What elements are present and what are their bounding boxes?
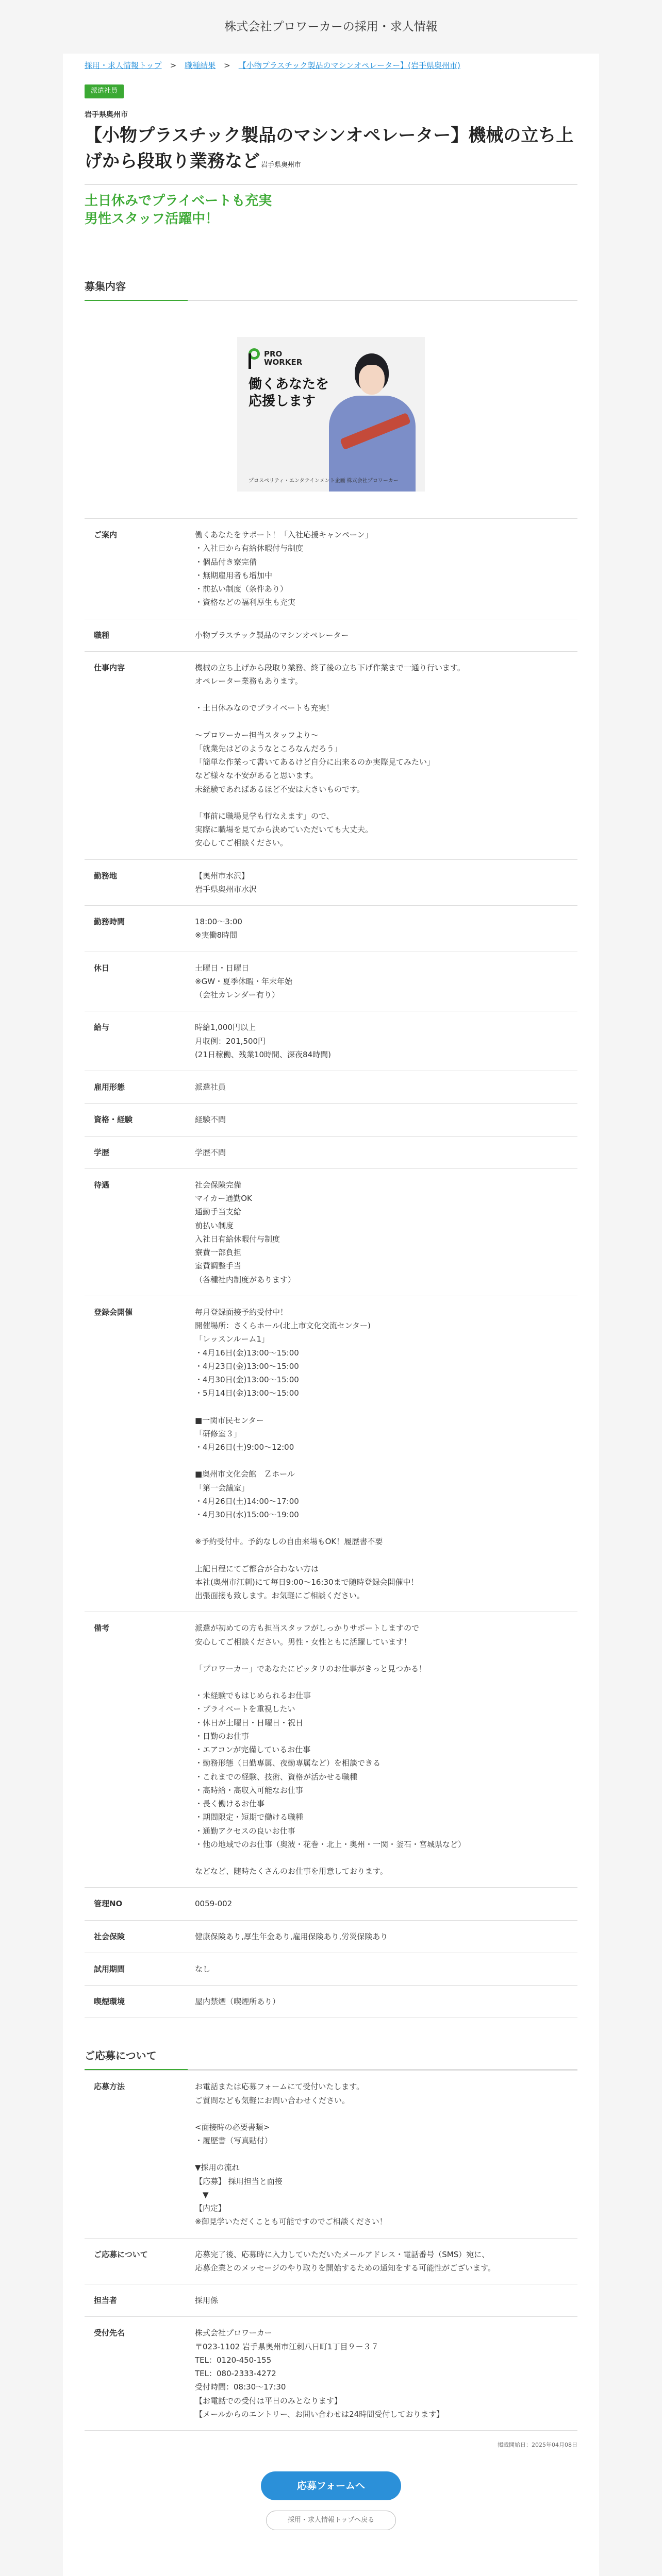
row-value	[195, 906, 577, 952]
site-header	[0, 0, 662, 54]
row-value-line: 「簡単な作業って書いてあるけど自分に出来るのか実際見てみたい」	[195, 757, 435, 767]
detail-row	[85, 1296, 577, 1612]
row-value-line: 18:00〜3:00	[195, 917, 242, 927]
row-value-line: 「研修室３」	[195, 1429, 242, 1438]
row-value-line: 働くあなたをサポート！「入社応援キャンペーン」	[195, 530, 373, 540]
row-value-line: 「事前に職場見学も行なえます」ので、	[195, 811, 334, 821]
job-page	[63, 54, 599, 2576]
row-value-line: 前払い制度	[195, 1221, 234, 1230]
row-value-line: ※御見学いただくことも可能ですのでご相談ください！	[195, 2217, 387, 2227]
application-row	[85, 2238, 577, 2284]
row-value-line: 【メールからのエントリー、お問い合わせは24時間受付しております】	[195, 2409, 444, 2419]
detail-row	[85, 1104, 577, 1136]
detail-row	[85, 1071, 577, 1104]
row-value-line: 【奥州市水沢】	[195, 871, 250, 880]
row-value-line: オペレーター業務もあります。	[195, 676, 303, 686]
catch-copy	[85, 192, 577, 228]
row-value-line: 出張面接も致します。お気軽にご相談ください。	[195, 1591, 365, 1601]
recruitment-detail-table	[85, 518, 577, 2018]
row-value-line: TEL：080-2333-4272	[195, 2369, 276, 2379]
row-value-line: ・期間限定・短期で働ける職種	[195, 1812, 304, 1822]
row-value-line: ・休日が土曜日・日曜日・祝日	[195, 1718, 304, 1727]
row-value-line: ■一関市民センター	[195, 1415, 264, 1425]
row-value-line	[195, 2147, 577, 2161]
divider	[85, 184, 577, 185]
detail-row	[85, 1953, 577, 1985]
row-value-line: 健康保険あり,厚生年金あり,雇用保険あり,労災保険あり	[195, 1931, 388, 1941]
row-label: 応募方法	[94, 2082, 125, 2092]
catch-line: 土日休みでプライベートも充実	[85, 193, 272, 209]
row-value-line: <面接時の必要書類>	[195, 2122, 270, 2132]
detail-row	[85, 859, 577, 906]
detail-row	[85, 906, 577, 952]
row-value-line: 上記日程にてご都合が合わない方は	[195, 1564, 319, 1573]
row-value-line: ・個品付き寮完備	[195, 557, 257, 567]
row-value-line: ・資格などの福利厚生も充実	[195, 598, 296, 607]
row-value-line: 小物プラスチック製品のマシンオペレーター	[195, 630, 349, 640]
row-value-line: 【内定】	[195, 2204, 226, 2213]
row-value-line: ・これまでの経験、技術、資格が活かせる職種	[195, 1772, 358, 1782]
row-label: 仕事内容	[94, 663, 125, 672]
job-title	[85, 123, 577, 174]
site-title: 株式会社プロワーカーの採用・求人情報	[224, 20, 438, 33]
row-value-line: ・4月23日(金)13:00〜15:00	[195, 1361, 299, 1371]
row-value-line: 寮費一部負担	[195, 1248, 242, 1258]
row-value-line: 派遣社員	[195, 1082, 226, 1092]
row-value-line: 応募完了後、応募時に入力していただいたメールアドレス・電話番号（SMS）宛に、	[195, 2249, 490, 2259]
row-value-line: 機械の立ち上げから段取り業務、終了後の立ち下げ作業まで一通り行います。	[195, 663, 465, 672]
row-label: 待遇	[94, 1180, 110, 1190]
row-value	[195, 1011, 577, 1071]
row-value-line: ・4月26日(土)14:00〜17:00	[195, 1496, 299, 1506]
row-value-line: 月収例：201,500円	[195, 1036, 266, 1046]
row-value-line: ・5月14日(金)13:00〜15:00	[195, 1388, 299, 1398]
row-value-line: 開催場所：さくらホール(北上市文化交流センター)	[195, 1321, 371, 1331]
detail-row	[85, 519, 577, 619]
row-value-line	[195, 1521, 577, 1535]
employment-type-badge: 派遣社員	[85, 84, 124, 98]
catch-line: 男性スタッフ活躍中！	[85, 211, 219, 227]
application-row	[85, 2071, 577, 2238]
row-label: 受付先名	[94, 2328, 125, 2338]
row-value-line: 本社(奥州市江刺)にて毎日9:00〜16:30まで随時登録会開催中！	[195, 1577, 419, 1587]
breadcrumb-results-link[interactable]: 職種結果	[185, 60, 216, 70]
row-value-line	[195, 1400, 577, 1414]
row-value-line: お電話または応募フォームにて受付いたします。	[195, 2082, 365, 2092]
row-value-line: ・4月26日(土)9:00〜12:00	[195, 1443, 294, 1452]
row-label: 給与	[94, 1023, 110, 1032]
row-value-line: 【応募】 採用担当と面接	[195, 2176, 283, 2186]
row-value-line: 採用係	[195, 2296, 219, 2306]
row-value-line: 屋内禁煙（喫煙所あり）	[195, 1997, 280, 2007]
row-value-line	[195, 715, 577, 728]
row-value-line: 毎月登録面接予約受付中！	[195, 1307, 288, 1317]
row-value-line	[195, 1649, 577, 1662]
row-value-line: 時給1,000円以上	[195, 1023, 256, 1032]
row-value-line: などなど、随時たくさんのお仕事を用意しております。	[195, 1867, 388, 1876]
row-value	[195, 2238, 577, 2284]
job-title-location: 岩手県奥州市	[261, 161, 302, 169]
row-value	[195, 2284, 577, 2317]
row-value-line: 派遣が初めての方も担当スタッフがしっかりサポートしますので	[195, 1623, 420, 1633]
job-photo	[237, 337, 425, 492]
row-value	[195, 859, 577, 906]
row-value-line: ・4月16日(金)13:00〜15:00	[195, 1348, 299, 1358]
row-value-line: （各種社内制度があります）	[195, 1275, 296, 1284]
row-value-line: 安心してご相談ください。男性・女性ともに活躍しています！	[195, 1637, 412, 1647]
row-value-line: ・勤務形態（日勤専属、夜勤専属など）を相談できる	[195, 1758, 381, 1768]
row-value	[195, 1071, 577, 1104]
row-value-line: ・他の地域でのお仕事（奥波・花巻・北上・奥州・一関・釜石・宮城県など）	[195, 1839, 466, 1849]
row-value-line: ▼	[195, 2190, 209, 2199]
row-value-line: 〜プロワーカー担当スタッフより〜	[195, 730, 319, 740]
row-value	[195, 1296, 577, 1612]
row-value-line: ※予約受付中。予約なしの自由来場もOK！履歴書不要	[195, 1537, 383, 1547]
row-value-line: 受付時間：08:30〜17:30	[195, 2382, 286, 2392]
row-value-line	[195, 2107, 577, 2121]
row-label: 勤務時間	[94, 917, 125, 927]
row-value-line: ・前払い制度（条件あり）	[195, 584, 288, 594]
row-value-line: 応募企業とのメッセージのやり取りを開始するための通知をする可能性がございます。	[195, 2263, 495, 2273]
row-value	[195, 2317, 577, 2431]
job-photo-wrap	[85, 301, 577, 518]
row-value-line: (21日稼働、残業10時間、深夜84時間)	[195, 1049, 331, 1059]
photo-text-area	[237, 337, 335, 492]
row-value	[195, 1136, 577, 1168]
row-label: 職種	[94, 630, 110, 640]
row-value-line: ・プライベートを重視したい	[195, 1704, 295, 1714]
row-label: 勤務地	[94, 871, 118, 880]
row-label: 管理NO	[94, 1899, 123, 1909]
row-value	[195, 952, 577, 1011]
row-value-line: 実際に職場を見てから決めていただいても大丈夫。	[195, 825, 373, 835]
row-label: 資格・経験	[94, 1115, 133, 1125]
row-value-line	[195, 1454, 577, 1467]
row-label: 試用期間	[94, 1964, 125, 1974]
detail-row	[85, 952, 577, 1011]
row-value-line: ・4月30日(水)15:00〜19:00	[195, 1510, 299, 1520]
row-label: 学歴	[94, 1147, 110, 1157]
back-to-top-button[interactable]: 採用・求人情報トップへ戻る	[266, 2511, 396, 2530]
row-value-line: ・入社日から有給休暇付与制度	[195, 544, 304, 553]
row-value-line	[195, 1549, 577, 1562]
row-value	[195, 1920, 577, 1953]
row-value-line	[195, 1851, 577, 1865]
row-value-line	[195, 796, 577, 809]
detail-row	[85, 1168, 577, 1296]
row-label: 備考	[94, 1623, 110, 1633]
row-value	[195, 651, 577, 859]
section-title-application: ご応募について	[85, 2047, 577, 2070]
row-value-line: ・高時給・高収入可能なお仕事	[195, 1785, 304, 1795]
row-value-line: ■奥州市文化会館 Ｚホール	[195, 1469, 295, 1479]
proworker-logo	[249, 348, 335, 369]
row-value-line: マイカー通勤OK	[195, 1194, 252, 1204]
row-value-line: 通勤手当支給	[195, 1207, 242, 1217]
detail-row	[85, 1920, 577, 1953]
row-value-line: ・4月30日(金)13:00〜15:00	[195, 1375, 299, 1385]
row-value	[195, 1888, 577, 1920]
cta-wrap	[85, 2471, 577, 2500]
row-value-line: 岩手県奥州市水沢	[195, 884, 257, 894]
row-value-line: なし	[195, 1964, 211, 1974]
row-value-line: 土曜日・日曜日	[195, 963, 250, 973]
row-value	[195, 619, 577, 651]
row-value-line: ・エアコンが完備しているお仕事	[195, 1745, 311, 1755]
breadcrumb	[85, 54, 577, 74]
section-title-recruitment: 募集内容	[85, 278, 577, 301]
row-value-line: 「レッスンルーム1」	[195, 1334, 270, 1344]
row-label: 登録会開催	[94, 1307, 133, 1317]
row-value-line: ・土日休みなのでプライベートも充実！	[195, 703, 334, 713]
row-value-line: ・通勤アクセスの良いお仕事	[195, 1826, 295, 1836]
detail-row	[85, 651, 577, 859]
back-wrap	[85, 2511, 577, 2530]
row-value-line: ※実働8時間	[195, 930, 238, 940]
row-value-line: ご質問なども気軽にお問い合わせください。	[195, 2095, 350, 2105]
row-value-line: 「就業先はどのようなところなんだろう」	[195, 743, 342, 753]
row-value-line: 株式会社プロワーカー	[195, 2328, 272, 2338]
photo-slogan: 働くあなたを 応援します	[249, 377, 329, 409]
row-value-line: TEL：0120-450-155	[195, 2355, 272, 2365]
row-value	[195, 1953, 577, 1985]
photo-footer-text: プロスペリティ・エンタテインメント企画 株式会社プロワーカー	[249, 478, 399, 484]
row-value-line: 社会保険完備	[195, 1180, 242, 1190]
row-value-line: 0059-002	[195, 1899, 233, 1909]
row-value-line	[195, 1675, 577, 1689]
row-value-line: 学歴不問	[195, 1147, 226, 1157]
job-region: 岩手県奥州市	[85, 110, 128, 119]
row-label: 休日	[94, 963, 110, 973]
row-value-line: ・日勤のお仕事	[195, 1731, 250, 1741]
row-value-line: 「プロワーカー」であなたにピッタリのお仕事がきっと見つかる！	[195, 1664, 427, 1673]
row-value	[195, 1986, 577, 2018]
detail-row	[85, 619, 577, 651]
application-row	[85, 2284, 577, 2317]
job-title-text: 【小物プラスチック製品のマシンオペレーター】機械の立ち上げから段取り業務など	[85, 125, 574, 172]
row-label: ご案内	[94, 530, 118, 540]
application-row	[85, 2317, 577, 2431]
row-label: 担当者	[94, 2296, 118, 2306]
row-value-line: （会社カレンダー有り）	[195, 990, 280, 1000]
row-value-line: 【お電話での受付は平日のみとなります】	[195, 2396, 342, 2405]
row-value-line	[195, 688, 577, 701]
row-value-line: ※GW・夏季休暇・年末年始	[195, 976, 293, 986]
row-value-line: 経験不問	[195, 1115, 226, 1125]
row-value-line: 安心してご相談ください。	[195, 838, 288, 848]
row-label: ご応募について	[94, 2249, 148, 2259]
row-value	[195, 2071, 577, 2238]
detail-row	[85, 1612, 577, 1888]
row-value-line: 室費調整手当	[195, 1261, 242, 1271]
row-value-line: ・履歴書（写真貼付）	[195, 2136, 273, 2146]
posted-date: 掲載開始日：2025年04月08日	[498, 2442, 577, 2449]
row-value	[195, 1104, 577, 1136]
logo-text: PRO WORKER	[264, 349, 303, 367]
breadcrumb-current-link[interactable]: 【小物プラスチック製品のマシンオペレーター】(岩手県奥州市)	[238, 60, 460, 70]
row-value-line: 未経験であればあるほど不安は大きいものです。	[195, 784, 365, 794]
row-value-line: ▼採用の流れ	[195, 2163, 240, 2173]
row-value-line: ・未経験でもはじめられるお仕事	[195, 1691, 311, 1701]
row-value	[195, 519, 577, 619]
breadcrumb-separator: >	[224, 60, 230, 70]
worker-illustration	[329, 353, 416, 492]
row-value-line: ・無期雇用者も増加中	[195, 570, 273, 580]
breadcrumb-separator: >	[170, 60, 177, 70]
row-label: 雇用形態	[94, 1082, 125, 1092]
row-value-line: ・長く働けるお仕事	[195, 1799, 265, 1809]
detail-row	[85, 1986, 577, 2018]
row-label: 社会保険	[94, 1931, 125, 1941]
row-value-line: 「第一会議室」	[195, 1483, 250, 1493]
detail-row	[85, 1888, 577, 1920]
row-value	[195, 1168, 577, 1296]
row-value-line: など様々な不安があると思います。	[195, 771, 318, 781]
apply-form-button[interactable]: 応募フォームへ	[261, 2471, 401, 2500]
logo-mark-icon	[249, 348, 261, 369]
detail-row	[85, 1011, 577, 1071]
row-value-line: 〒023-1102 岩手県奥州市江刺八日町1丁目９－３７	[195, 2342, 379, 2351]
row-label: 喫煙環境	[94, 1997, 125, 2007]
detail-row	[85, 1136, 577, 1168]
row-value-line: 入社日有給休暇付与制度	[195, 1234, 280, 1244]
breadcrumb-top-link[interactable]: 採用・求人情報トップ	[85, 60, 162, 70]
row-value	[195, 1612, 577, 1888]
application-detail-table	[85, 2070, 577, 2431]
